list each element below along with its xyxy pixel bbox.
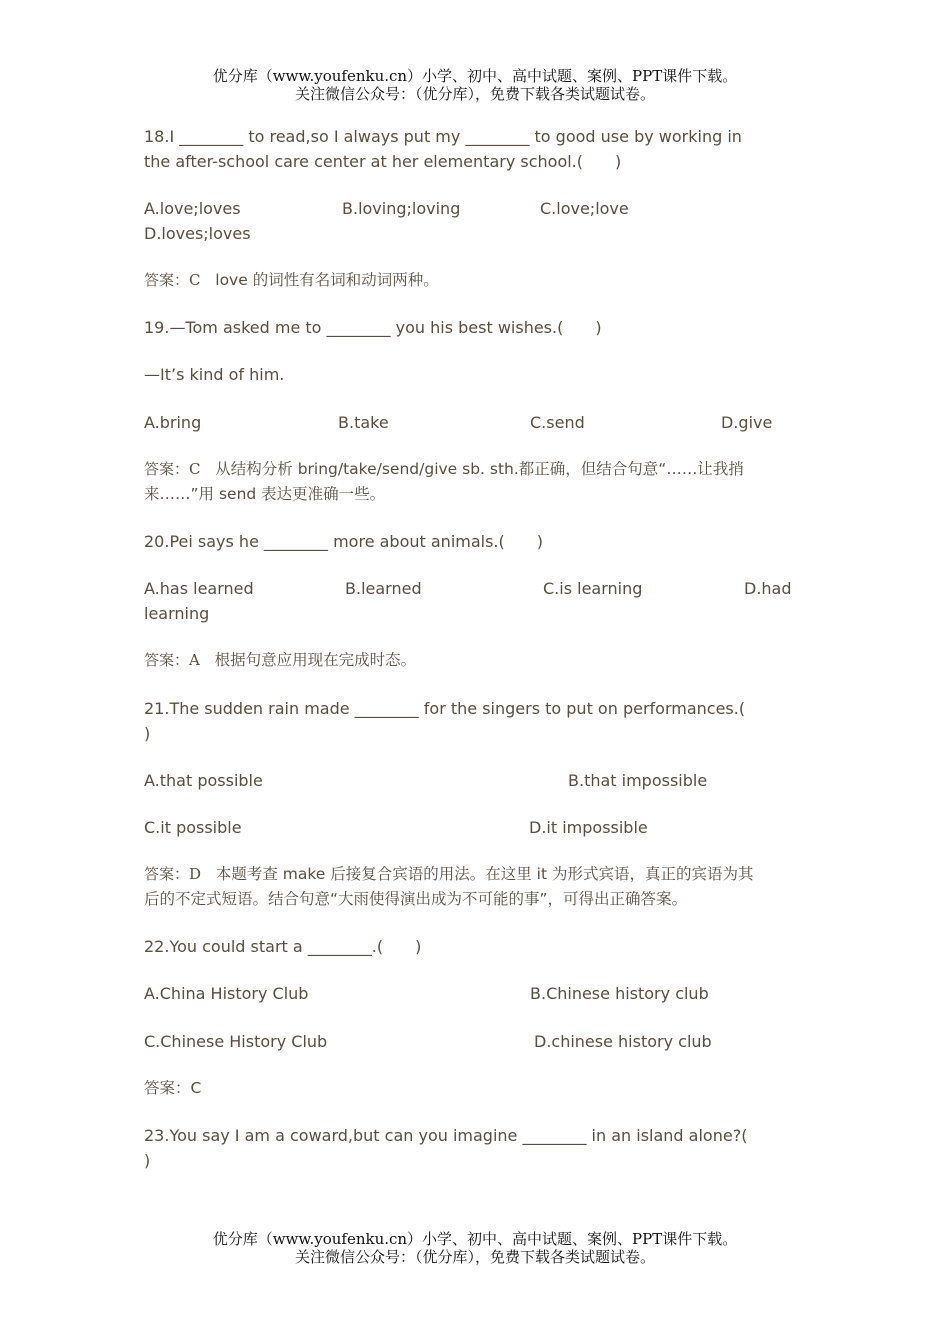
q22-answer-label: 答案：C (144, 1079, 202, 1097)
q22-option-d: D.chinese history club (534, 1032, 712, 1051)
header-line-2: 关注微信公众号：（优分库），免费下载各类试题试卷。 (294, 85, 655, 103)
q18-option-a: A.love;loves (144, 199, 241, 218)
q19-stem-line-2: —It’s kind of him. (144, 365, 285, 384)
q18-stem-line-1: 18.I ________ to read,so I always put my ________ to good use by working in (144, 127, 742, 146)
q21-option-a: A.that possible (144, 771, 263, 790)
q21-answer-line-2: 后的不定式短语。结合句意“大雨使得演出成为不可能的事”，可得出正确答案。 (144, 890, 688, 908)
q18-option-d: D.loves;loves (144, 224, 251, 243)
q21-option-c: C.it possible (144, 818, 242, 837)
q18-option-c: C.love;love (540, 199, 629, 218)
q20-option-b: B.learned (345, 579, 422, 598)
q21-answer-label: 答案：D (144, 865, 202, 883)
q20-answer-label: 答案：A (144, 651, 200, 669)
q19-option-c: C.send (530, 413, 585, 432)
q22-option-c: C.Chinese History Club (144, 1032, 328, 1051)
q18-answer (144, 268, 439, 293)
q23-stem-line-2: ) (144, 1151, 151, 1170)
q22-option-a: A.China History Club (144, 984, 309, 1003)
q20-option-d-wrap: learning (144, 604, 210, 623)
q19-option-b: B.take (338, 413, 389, 432)
q19-option-d: D.give (721, 413, 773, 432)
q21-stem-line-1: 21.The sudden rain made ________ for the singers to put on performances.( (144, 699, 746, 718)
q19-answer-line-2: 来……”用 send 表达更准确一些。 (144, 485, 386, 503)
q19-stem-line-1: 19.—Tom asked me to ________ you his best wishes.( ) (144, 318, 602, 337)
q18-stem-line-2: the after-school care center at her elementary school.( ) (144, 152, 622, 171)
q18-option-b: B.loving;loving (342, 199, 461, 218)
q19-answer-label: 答案：C (144, 460, 201, 478)
q20-answer (144, 648, 416, 673)
q21-answer-line-1 (144, 862, 753, 887)
q21-answer-text-1: 本题考查 make 后接复合宾语的用法。在这里 it 为形式宾语，真正的宾语为其 (215, 865, 754, 883)
q18-answer-label: 答案：C (144, 271, 201, 289)
q19-answer-line-1 (144, 457, 744, 482)
q21-stem-line-2: ) (144, 724, 151, 743)
header-line-1: 优分库（www.youfenku.cn）小学、初中、高中试题、案例、PPT课件下载。 (212, 67, 738, 85)
q22-stem: 22.You could start a ________.( ) (144, 937, 422, 956)
q20-option-c: C.is learning (543, 579, 643, 598)
page-footer (0, 1230, 950, 1266)
q21-option-d: D.it impossible (529, 818, 648, 837)
q20-option-d: D.had (744, 579, 792, 598)
q19-answer-text-1: 从结构分析 bring/take/send/give sb. sth.都正确，但结合句意“……让我捎 (215, 460, 744, 478)
q21-option-b: B.that impossible (568, 771, 708, 790)
q19-option-a: A.bring (144, 413, 202, 432)
q20-option-a: A.has learned (144, 579, 254, 598)
q22-option-b: B.Chinese history club (530, 984, 709, 1003)
page-header (0, 67, 950, 103)
q20-stem: 20.Pei says he ________ more about animals.( ) (144, 532, 544, 551)
footer-line-1: 优分库（www.youfenku.cn）小学、初中、高中试题、案例、PPT课件下载。 (212, 1230, 738, 1248)
q18-answer-text: love 的词性有名词和动词两种。 (215, 271, 439, 289)
footer-line-2: 关注微信公众号：（优分库），免费下载各类试题试卷。 (294, 1248, 655, 1266)
q23-stem-line-1: 23.You say I am a coward,but can you imagine ________ in an island alone?( (144, 1126, 748, 1145)
q20-answer-text: 根据句意应用现在完成时态。 (214, 651, 417, 669)
